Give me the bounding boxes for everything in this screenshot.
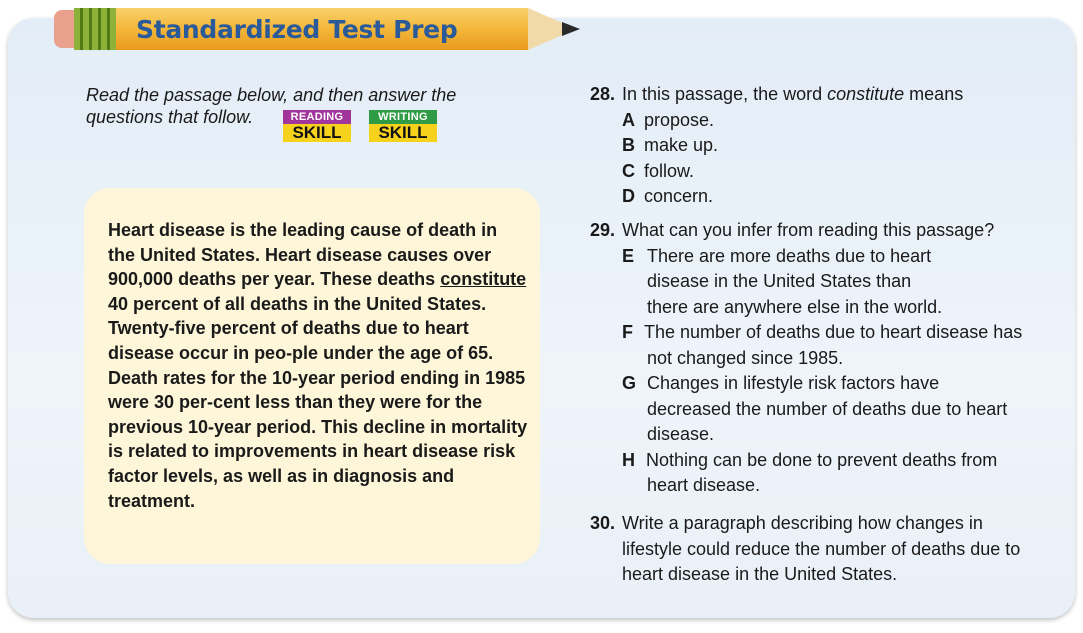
option-letter: D [622, 186, 635, 206]
stem-before: In this passage, the word [622, 84, 828, 104]
option-text: concern. [644, 186, 714, 206]
option-text [644, 320, 1074, 371]
option-letter: F [622, 322, 633, 342]
reading-skill-badge [283, 110, 351, 144]
option-text [646, 448, 1066, 499]
question-number: 29. [590, 220, 616, 240]
intro-line-1: Read the passage below, and then answer the [86, 85, 457, 105]
passage-before: Heart disease is the leading cause of death in the United States. Heart disease causes over 900,000 deaths per year. These deaths [108, 220, 498, 290]
pencil-lead [562, 22, 580, 36]
option-letter: B [622, 135, 635, 155]
intro-line-2: questions that follow. [86, 107, 254, 127]
question-stem [622, 82, 963, 108]
option-line: Nothing can be done to prevent deaths from [646, 449, 998, 470]
writing-badge-bottom: SKILL [369, 124, 437, 142]
writing-skill-badge [369, 110, 437, 144]
option-line: heart disease. [647, 475, 761, 495]
option-text: follow. [644, 160, 695, 181]
prompt-line: lifestyle could reduce the number of deaths due to [622, 538, 1021, 559]
option-line: decreased the number of deaths due to heart [647, 398, 1008, 419]
question-number: 30. [590, 513, 616, 533]
option-text: make up. [644, 135, 719, 155]
reading-badge-top: READING [283, 110, 351, 124]
option-line: disease. [647, 424, 715, 444]
question-stem: What can you infer from reading this passage? [622, 220, 995, 240]
option-line: there are anywhere else in the world. [647, 296, 943, 317]
pencil-ferrule [74, 8, 116, 50]
option-letter: A [622, 109, 635, 130]
question-number: 28. [590, 84, 616, 104]
option-text: propose. [644, 109, 715, 130]
prompt-line: heart disease in the United States. [622, 564, 898, 584]
stem-italic-word: constitute [827, 84, 905, 104]
option-line: Changes in lifestyle risk factors have [647, 373, 940, 393]
passage-after: 40 percent of all deaths in the United States. Twenty-five percent of deaths due to heart disease occur in peo-ple under the age of 65. Death rates for the 10-year period ending in 1985 were 30 per-cent less than they were for the previous 10-year period. This decline in mortality is related to improvements in heart disease risk factor levels, as well as in diagnosis and treatment. [108, 293, 528, 511]
reading-badge-bottom: SKILL [283, 124, 351, 142]
passage-text [108, 218, 528, 513]
option-line: The number of deaths due to heart disease has [644, 322, 1023, 342]
page-title: Standardized Test Prep [136, 15, 458, 44]
reading-passage [84, 188, 540, 564]
passage-underlined-word: constitute [440, 269, 527, 290]
option-letter: E [622, 245, 635, 266]
option-letter: H [622, 449, 635, 470]
option-line: disease in the United States than [647, 271, 912, 291]
pencil-header [54, 8, 584, 52]
option-text [647, 371, 1067, 448]
option-line: There are more deaths due to heart [647, 245, 932, 266]
option-letter: G [622, 373, 637, 393]
option-line: not changed since 1985. [647, 347, 844, 368]
stem-after: means [904, 84, 964, 104]
prompt-line: Write a paragraph describing how changes in [622, 513, 983, 533]
option-text [647, 244, 1067, 321]
question-prompt [622, 511, 1062, 588]
option-letter: C [622, 160, 635, 181]
pencil-eraser [54, 10, 76, 48]
writing-badge-top: WRITING [369, 110, 437, 124]
